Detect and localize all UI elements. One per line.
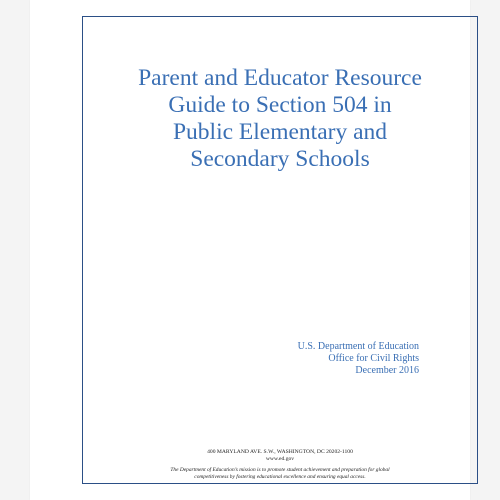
title-line: Parent and Educator Resource bbox=[138, 65, 422, 91]
issuer-office: Office for Civil Rights bbox=[328, 353, 419, 364]
title-line: Secondary Schools bbox=[190, 146, 370, 172]
mission-line: competitiveness by fostering educational excellence and ensuring equal access. bbox=[194, 474, 366, 480]
publication-date: December 2016 bbox=[355, 365, 419, 376]
document-title bbox=[83, 65, 477, 173]
issuer-block bbox=[298, 341, 419, 377]
document-page bbox=[30, 0, 470, 500]
address-block bbox=[83, 449, 477, 463]
website-text: www.ed.gov bbox=[265, 456, 295, 462]
mission-statement bbox=[83, 467, 477, 481]
issuer-department: U.S. Department of Education bbox=[297, 341, 419, 352]
cover-border-frame bbox=[82, 16, 478, 484]
title-line: Public Elementary and bbox=[172, 119, 388, 145]
mission-line: The Department of Education’s mission is to promote student achievement and preparation for global bbox=[170, 467, 390, 473]
mailing-address: 400 MARYLAND AVE. S.W., WASHINGTON, DC 20202-1100 bbox=[207, 449, 353, 455]
title-line: Guide to Section 504 in bbox=[168, 92, 392, 118]
